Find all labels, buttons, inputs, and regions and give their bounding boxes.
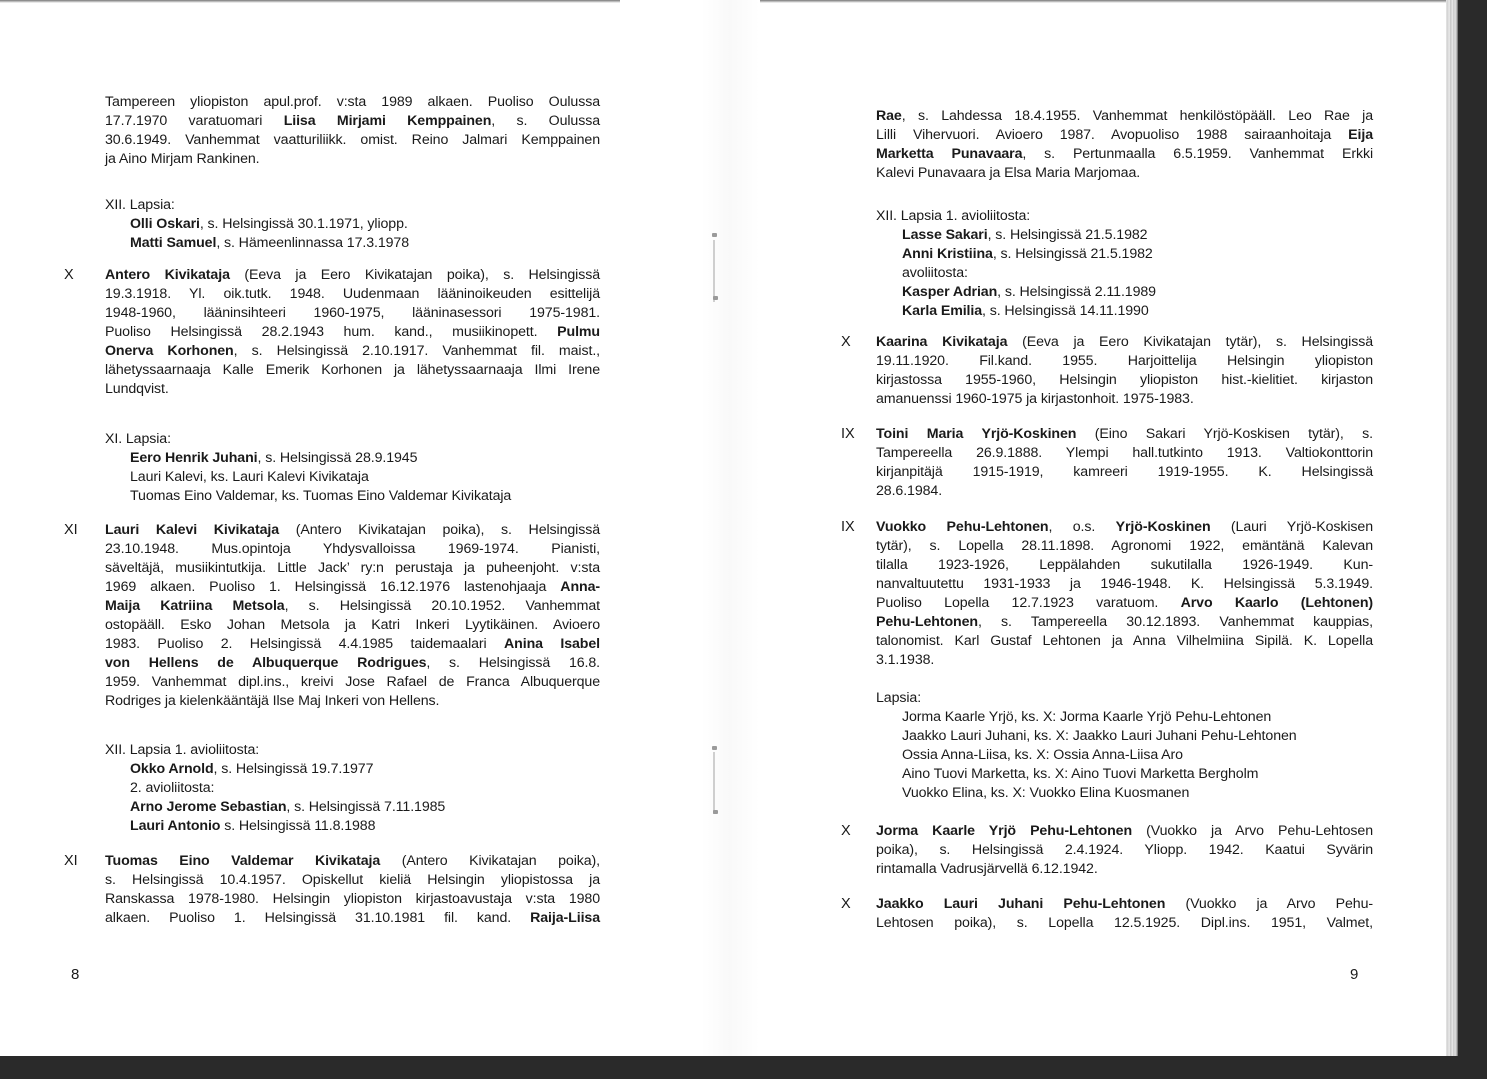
text-segment: , s. Pertunmaalla 6.5.1959. Vanhemmat Erkki — [1022, 146, 1373, 162]
person-name: Marketta Punavaara — [876, 146, 1023, 162]
text-line — [105, 540, 600, 559]
text-segment: talonomist. Karl Gustaf Lehtonen ja Anna Vilhelmiina Sipilä. K. Lopella — [876, 633, 1373, 649]
text-segment: , s. Helsingissä 14.11.1990 — [982, 303, 1149, 319]
text-line — [876, 333, 1373, 352]
text-segment: , s. Hämeenlinnassa 17.3.1978 — [216, 235, 410, 251]
text-segment: Lauri Kalevi, ks. Lauri Kalevi Kivikataja — [130, 469, 369, 485]
text-segment: (Vuokko ja Arvo Pehu-Lehtosen — [1132, 823, 1373, 839]
text-segment: 3.1.1938. — [876, 652, 935, 668]
text-segment: säveltäjä, musiikintutkija. Little Jack’ ry:n perustaja ja puheenjoht. v:sta — [105, 560, 600, 576]
person-name: Liisa Mirjami Kemppainen — [283, 113, 492, 129]
text-line — [105, 361, 600, 380]
text-segment: Tampereella 26.9.1888. Ylempi hall.tutkinto 1913. Valtiokonttorin — [876, 445, 1373, 461]
person-name: Karla Emilia — [902, 303, 983, 319]
text-segment: Jaakko Lauri Juhani, ks. X: Jaakko Lauri Juhani Pehu-Lehtonen — [902, 728, 1297, 744]
text-segment: avoliitosta: — [902, 265, 968, 281]
text-segment: nanvaltuutettu 1931-1933 ja 1946-1948. K. Helsingissä 5.3.1949. — [876, 576, 1373, 592]
text-line — [876, 207, 1373, 226]
text-segment: ostopääll. Esko Johan Metsola ja Katri Inkeri Lyytikäinen. Avioero — [105, 617, 600, 633]
text-segment: Aino Tuovi Marketta, ks. X: Aino Tuovi Marketta Bergholm — [902, 766, 1259, 782]
text-line — [876, 463, 1373, 482]
person-name: Kasper Adrian — [902, 284, 998, 300]
text-line — [105, 616, 600, 635]
text-segment: Puoliso Lopella 12.7.1923 varatuom. — [876, 595, 1181, 611]
text-segment: , s. Helsingissä 19.7.1977 — [213, 761, 374, 777]
text-line — [105, 112, 600, 131]
text-segment: , s. Helsingissä 21.5.1982 — [992, 246, 1153, 262]
generation-marker: XI — [64, 522, 78, 538]
text-segment: (Lauri Yrjö-Koskisen — [1210, 519, 1373, 535]
text-segment: 1959. Vanhemmat dipl.ins., kreivi Jose Rafael de Franca Albuquerque — [105, 674, 600, 690]
text-segment: (Eino Sakari Yrjö-Koskisen tytär), s. — [1076, 426, 1373, 442]
text-segment: (Eeva ja Eero Kivikatajan poika), s. Helsingissä — [229, 267, 600, 283]
text-segment: Ranskassa 1978-1980. Helsingin yliopiston kirjastoavustaja v:sta 1980 — [105, 891, 600, 907]
page-top-shadow — [0, 0, 620, 3]
generation-marker: XI — [64, 853, 78, 869]
text-line — [876, 164, 1373, 183]
text-line — [130, 798, 600, 817]
text-line — [876, 914, 1373, 933]
staple-mark — [713, 752, 715, 814]
text-line — [105, 741, 600, 760]
text-segment: Rodriges ja kielenkääntäjä Ilse Maj Inkeri von Hellens. — [105, 693, 440, 709]
text-line — [876, 444, 1373, 463]
person-name: Kaarina Kivikataja — [876, 334, 1008, 350]
text-segment: 2. avioliitosta: — [130, 780, 215, 796]
text-line — [105, 635, 600, 654]
text-line — [902, 746, 1373, 765]
person-name: Anni Kristiina — [902, 246, 993, 262]
text-line — [105, 430, 600, 449]
text-segment: s. Helsingissä 11.8.1988 — [220, 818, 376, 834]
text-segment: tilalla 1923-1926, Leppälahden sukutilalla 1926-1949. Kun- — [876, 557, 1373, 573]
text-line — [130, 468, 600, 487]
text-line — [130, 215, 600, 234]
text-segment: Lundqvist. — [105, 381, 169, 397]
text-line — [876, 860, 1373, 879]
person-name: Jorma Kaarle Yrjö Pehu-Lehtonen — [876, 823, 1133, 839]
text-line — [902, 727, 1373, 746]
text-line — [876, 895, 1373, 914]
text-segment: Ossia Anna-Liisa, ks. X: Ossia Anna-Liisa Aro — [902, 747, 1183, 763]
text-segment: (Eeva ja Eero Kivikatajan tytär), s. Helsingissä — [1007, 334, 1373, 350]
text-segment: 30.6.1949. Vanhemmat vaatturiliikk. omist. Reino Jalmari Kemppainen — [105, 132, 600, 148]
text-segment: (Vuokko ja Arvo Pehu- — [1165, 896, 1373, 912]
text-segment: (Antero Kivikatajan poika), s. Helsingissä — [279, 522, 600, 538]
staple-mark — [713, 296, 718, 300]
text-line — [105, 890, 600, 909]
text-segment: XII. Lapsia 1. avioliitosta: — [876, 208, 1031, 224]
generation-marker: X — [64, 267, 74, 283]
text-line — [105, 304, 600, 323]
person-name: Arvo Kaarlo (Lehtonen) — [1180, 595, 1374, 611]
text-segment: tytär), s. Lopella 28.11.1898. Agronomi 1922, emäntänä Kalevan — [876, 538, 1373, 554]
text-segment: ja Aino Mirjam Rankinen. — [105, 151, 260, 167]
text-line — [876, 145, 1373, 164]
text-line — [876, 518, 1373, 537]
text-segment: , s. Helsingissä 21.5.1982 — [987, 227, 1148, 243]
person-name: Eija — [1348, 127, 1373, 143]
text-segment: poika), s. Helsingissä 2.4.1924. Yliopp. 1942. Kaatui Syvärin — [876, 842, 1373, 858]
text-segment: Kalevi Punavaara ja Elsa Maria Marjomaa. — [876, 165, 1141, 181]
text-line — [876, 594, 1373, 613]
text-segment: , s. Tampereella 30.12.1893. Vanhemmat kauppias, — [977, 614, 1373, 630]
generation-marker: IX — [841, 519, 855, 535]
text-line — [876, 390, 1373, 409]
text-segment: Tampereen yliopiston apul.prof. v:sta 1989 alkaen. Puoliso Oulussa — [105, 94, 600, 110]
person-name: Antero Kivikataja — [105, 267, 230, 283]
text-segment: lähetyssaarnaaja Kalle Emerik Korhonen ja lähetyssaarnaaja Ilmi Irene — [105, 362, 600, 378]
text-line — [105, 578, 600, 597]
text-segment: 23.10.1948. Mus.opintoja Yhdysvalloissa 1969-1974. Pianisti, — [105, 541, 600, 557]
text-segment: , s. Helsingissä 20.10.1952. Vanhemmat — [284, 598, 600, 614]
generation-marker: X — [841, 896, 851, 912]
person-name: Vuokko Pehu-Lehtonen — [876, 519, 1049, 535]
person-name: Lasse Sakari — [902, 227, 988, 243]
text-segment: , o.s. — [1048, 519, 1116, 535]
person-name: Matti Samuel — [130, 235, 217, 251]
text-segment: , s. Helsingissä 2.10.1917. Vanhemmat fil. maist., — [233, 343, 601, 359]
text-line — [130, 234, 600, 253]
page-top-shadow — [760, 0, 1446, 3]
text-segment: (Antero Kivikatajan poika), — [380, 853, 600, 869]
text-line — [876, 556, 1373, 575]
text-line — [902, 245, 1373, 264]
person-name: Olli Oskari — [130, 216, 200, 232]
generation-marker: X — [841, 823, 851, 839]
page-number-right: 9 — [1350, 966, 1359, 983]
text-line — [876, 613, 1373, 632]
person-name: Onerva Korhonen — [105, 343, 234, 359]
staple-mark — [713, 240, 715, 302]
text-line — [902, 283, 1373, 302]
text-segment: s. Helsingissä 10.4.1957. Opiskellut kieliä Helsingin yliopistossa ja — [105, 872, 600, 888]
text-segment: , s. Lahdessa 18.4.1955. Vanhemmat henkilöstöpääll. Leo Rae ja — [901, 108, 1373, 124]
text-line — [105, 597, 600, 616]
text-segment: 1969 alkaen. Puoliso 1. Helsingissä 16.12.1976 lastenohjaaja — [105, 579, 561, 595]
text-segment: XII. Lapsia: — [105, 197, 175, 213]
person-name: Raija-Liisa — [530, 910, 600, 926]
text-line — [876, 482, 1373, 501]
text-line — [105, 93, 600, 112]
text-line — [876, 575, 1373, 594]
text-line — [105, 871, 600, 890]
text-line — [105, 692, 600, 711]
text-line — [902, 264, 1373, 283]
person-name: Eero Henrik Juhani — [130, 450, 258, 466]
person-name: Tuomas Eino Valdemar Kivikataja — [105, 853, 381, 869]
text-segment: kirjastossa 1955-1960, Helsingin yliopiston hist.-kielitiet. kirjaston — [876, 372, 1373, 388]
text-line — [876, 425, 1373, 444]
text-segment: XI. Lapsia: — [105, 431, 171, 447]
text-segment: 1983. Puoliso 2. Helsingissä 4.4.1985 taidemaalari — [105, 636, 505, 652]
book-gutter — [700, 0, 760, 1056]
staple-mark — [712, 746, 717, 750]
person-name: Yrjö-Koskinen — [1115, 519, 1211, 535]
text-segment: 19.3.1918. Yl. oik.tutk. 1948. Uudenmaan lääninoikeuden esittelijä — [105, 286, 600, 302]
person-name: Anna- — [560, 579, 600, 595]
text-line — [902, 226, 1373, 245]
text-segment: , s. Helsingissä 28.9.1945 — [257, 450, 418, 466]
text-line — [105, 852, 600, 871]
person-name: Maija Katriina Metsola — [105, 598, 285, 614]
text-segment: 28.6.1984. — [876, 483, 943, 499]
text-line — [105, 909, 600, 928]
text-segment: Jorma Kaarle Yrjö, ks. X: Jorma Kaarle Yrjö Pehu-Lehtonen — [902, 709, 1272, 725]
text-line — [105, 342, 600, 361]
text-segment: amanuenssi 1960-1975 ja kirjastonhoit. 1975-1983. — [876, 391, 1194, 407]
person-name: von Hellens de Albuquerque Rodrigues — [105, 655, 427, 671]
text-line — [876, 689, 1373, 708]
page-number-left: 8 — [71, 966, 80, 983]
text-line — [902, 765, 1373, 784]
text-line — [130, 449, 600, 468]
text-line — [105, 380, 600, 399]
text-line — [876, 126, 1373, 145]
person-name: Toini Maria Yrjö-Koskinen — [876, 426, 1077, 442]
text-line — [876, 632, 1373, 651]
text-line — [902, 708, 1373, 727]
text-line — [876, 352, 1373, 371]
text-line — [876, 537, 1373, 556]
text-line — [876, 841, 1373, 860]
text-segment: Lapsia: — [876, 690, 922, 706]
text-segment: rintamalla Vadrusjärvellä 6.12.1942. — [876, 861, 1098, 877]
generation-marker: X — [841, 334, 851, 350]
text-segment: Tuomas Eino Valdemar, ks. Tuomas Eino Valdemar Kivikataja — [130, 488, 512, 504]
person-name: Lauri Kalevi Kivikataja — [105, 522, 280, 538]
text-line — [105, 323, 600, 342]
person-name: Pehu-Lehtonen — [876, 614, 978, 630]
text-line — [105, 521, 600, 540]
text-line — [876, 107, 1373, 126]
text-line — [105, 285, 600, 304]
text-segment: , s. Helsingissä 16.8. — [426, 655, 601, 671]
text-line — [105, 266, 600, 285]
text-line — [876, 371, 1373, 390]
text-line — [105, 150, 600, 169]
text-line — [105, 196, 600, 215]
generation-marker: IX — [841, 426, 855, 442]
page-edge — [1446, 0, 1458, 1056]
text-line — [130, 817, 600, 836]
text-line — [105, 131, 600, 150]
person-name: Rae — [876, 108, 902, 124]
person-name: Pulmu — [557, 324, 600, 340]
person-name: Okko Arnold — [130, 761, 214, 777]
text-line — [130, 760, 600, 779]
staple-mark — [713, 810, 718, 814]
text-segment: Lehtosen poika), s. Lopella 12.5.1925. Dipl.ins. 1951, Valmet, — [876, 915, 1373, 931]
text-segment: 1948-1960, lääninsihteeri 1960-1975, lääninasessori 1975-1981. — [105, 305, 600, 321]
text-segment: 17.7.1970 varatuomari — [105, 113, 284, 129]
text-line — [876, 651, 1373, 670]
staple-mark — [712, 233, 717, 237]
text-line — [105, 673, 600, 692]
text-segment: alkaen. Puoliso 1. Helsingissä 31.10.1981 fil. kand. — [105, 910, 531, 926]
person-name: Jaakko Lauri Juhani Pehu-Lehtonen — [876, 896, 1166, 912]
text-line — [130, 487, 600, 506]
text-segment: Puoliso Helsingissä 28.2.1943 hum. kand., musiikinopett. — [105, 324, 558, 340]
person-name: Lauri Antonio — [130, 818, 221, 834]
text-segment: Lilli Vihervuori. Avioero 1987. Avopuoliso 1988 sairaanhoitaja — [876, 127, 1349, 143]
text-line — [105, 559, 600, 578]
text-segment: kirjanpitäjä 1915-1919, kamreeri 1919-1955. K. Helsingissä — [876, 464, 1373, 480]
text-line — [130, 779, 600, 798]
person-name: Arno Jerome Sebastian — [130, 799, 287, 815]
text-segment: , s. Helsingissä 7.11.1985 — [286, 799, 446, 815]
text-segment: XII. Lapsia 1. avioliitosta: — [105, 742, 260, 758]
text-segment: 19.11.1920. Fil.kand. 1955. Harjoittelija Helsingin yliopiston — [876, 353, 1373, 369]
text-segment: , s. Helsingissä 30.1.1971, yliopp. — [199, 216, 408, 232]
text-line — [105, 654, 600, 673]
person-name: Anina Isabel — [504, 636, 600, 652]
text-segment: , s. Helsingissä 2.11.1989 — [997, 284, 1156, 300]
text-segment: Vuokko Elina, ks. X: Vuokko Elina Kuosmanen — [902, 785, 1190, 801]
text-line — [902, 784, 1373, 803]
text-line — [876, 822, 1373, 841]
text-line — [902, 302, 1373, 321]
text-segment: , s. Oulussa — [491, 113, 600, 129]
